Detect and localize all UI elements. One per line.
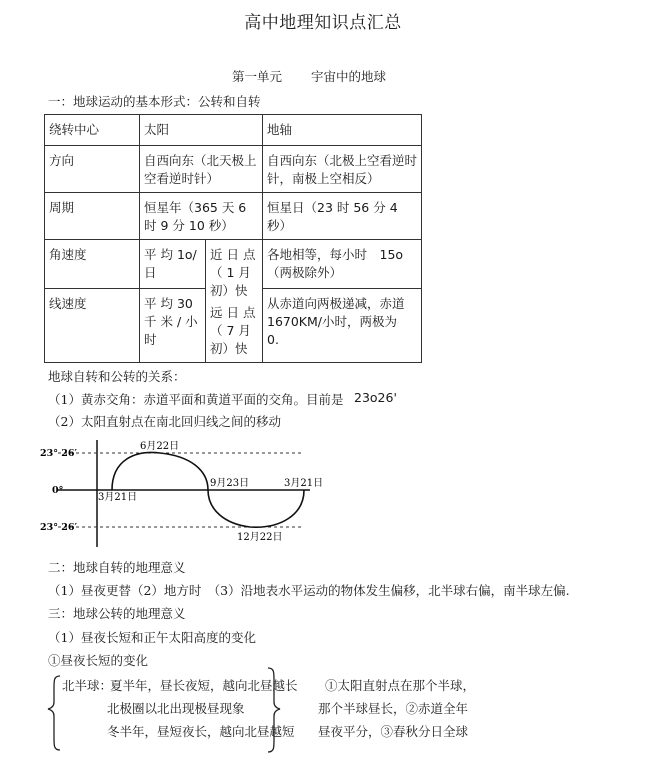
- y-tick-zero: 0°: [52, 485, 64, 496]
- table-cell-rotation: 恒星日（23 时 56 分 4 秒）: [263, 193, 422, 240]
- table-row-label: 周期: [45, 193, 140, 240]
- table-header-center: 绕转中心: [45, 115, 140, 146]
- north-hemisphere-line3: 冬半年，昼短夜长，越向北昼越短: [107, 724, 295, 739]
- left-brace-icon: [48, 676, 60, 750]
- table-row-label: 线速度: [45, 288, 140, 362]
- label-march-21-end: 3月21日: [284, 478, 324, 489]
- table-cell-rotation: 各地相等，每小时 15o（两极除外）: [263, 240, 422, 289]
- subsolar-point-chart: [40, 430, 340, 550]
- perihelion-text: 近 日 点 （ 1 月 初）快: [210, 247, 256, 298]
- north-hemisphere-line2: 北极圈以北出现极昼现象: [107, 701, 245, 716]
- table-cell-rotation: 从赤道向两极递减，赤道 1670KM/小时，两极为 0.: [263, 288, 422, 362]
- earth-motion-table: [44, 114, 422, 363]
- table-cell-rotation: 自西向东（北极上空看逆时针，南极上空相反）: [263, 146, 422, 193]
- table-cell-revolution: 自西向东（北天极上空看逆时针）: [140, 146, 263, 193]
- note-line1: ①太阳直射点在那个半球，: [325, 678, 476, 693]
- section2-heading: 二：地球自转的地理意义: [48, 560, 186, 575]
- table-cell-revolution: 恒星年（365 天 6 时 9 分 10 秒）: [140, 193, 263, 240]
- y-tick-top: 23° 26′: [40, 448, 78, 459]
- label-dec-22: 12月22日: [237, 532, 283, 543]
- document-title: 高中地理知识点汇总: [244, 13, 402, 33]
- section3-sub1: （1）昼夜长短和正午太阳高度的变化: [48, 630, 256, 645]
- table-row-label: 方向: [45, 146, 140, 193]
- label-sept-23: 9月23日: [210, 478, 250, 489]
- north-hemisphere-label: 北半球：: [62, 678, 113, 693]
- section2-items: （1）昼夜更替（2）地方时 （3）沿地表水平运动的物体发生偏移，北半球右偏，南半球左偏.: [48, 583, 570, 598]
- table-cell-revolution: 平 均 30 千 米 / 小 时: [140, 288, 206, 362]
- label-march-21-start: 3月21日: [98, 492, 138, 503]
- relation-item-1: （1）黄赤交角：赤道平面和黄道平面的交角。目前是: [48, 392, 344, 407]
- aphelion-text: 远 日 点 （ 7 月 初）快: [210, 305, 256, 356]
- relation-item-2: （2）太阳直射点在南北回归线之间的移动: [48, 414, 281, 429]
- relation-heading: 地球自转和公转的关系：: [48, 369, 186, 384]
- table-header-sun: 太阳: [140, 115, 263, 146]
- unit-title: 宇宙中的地球: [311, 69, 387, 84]
- table-cell-perihelion-aphelion: [206, 240, 263, 363]
- table-header-axis: 地轴: [263, 115, 422, 146]
- unit-label: 第一单元: [232, 69, 283, 84]
- note-line3: 昼夜平分，③春秋分日全球: [318, 724, 469, 739]
- table-cell-revolution: 平 均 1o/日: [140, 240, 206, 289]
- table-row-label: 角速度: [45, 240, 140, 289]
- north-hemisphere-line1: 夏半年，昼长夜短，越向北昼越长: [110, 678, 298, 693]
- y-tick-bottom: 23° 26′: [40, 522, 78, 533]
- section3-sub1a: ①昼夜长短的变化: [48, 653, 149, 668]
- label-june-22: 6月22日: [140, 441, 180, 452]
- obliquity-value: 23o26': [354, 390, 397, 405]
- section3-heading: 三：地球公转的地理意义: [48, 606, 186, 621]
- note-line2: 那个半球昼长，②赤道全年: [318, 701, 469, 716]
- section1-heading: 一：地球运动的基本形式：公转和自转: [48, 94, 261, 109]
